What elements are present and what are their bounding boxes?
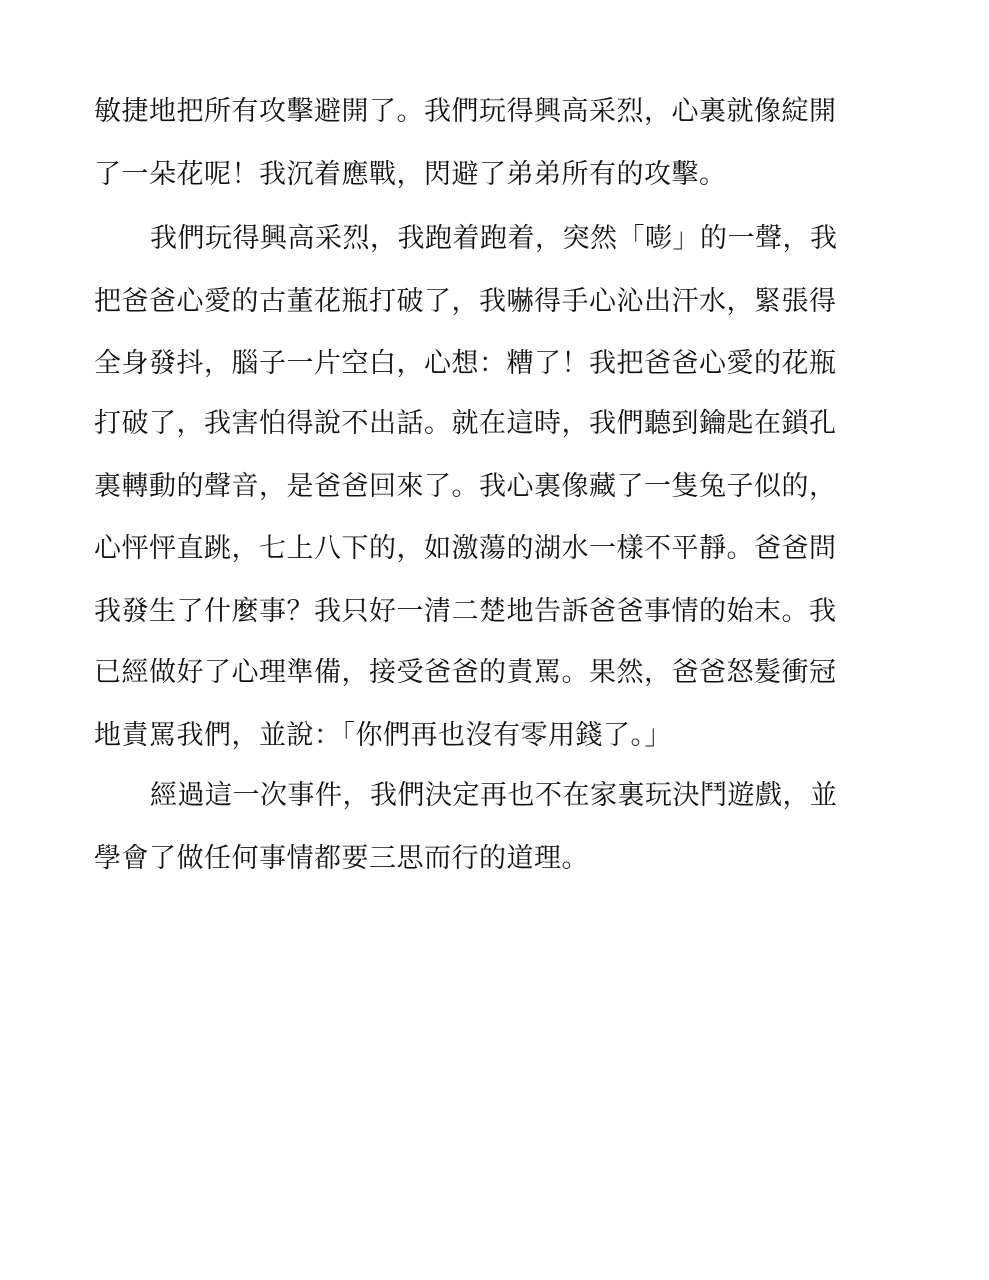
- text-line: 學會了做任何事情都要三思而行的道理。: [94, 843, 589, 874]
- text-line: 敏捷地把所有攻擊避開了。我們玩得興高采烈，心裏就像綻開: [94, 96, 837, 127]
- text-line: 我發生了什麼事？我只好一清二楚地告訴爸爸事情的始末。我: [94, 596, 837, 627]
- text-line: 地責罵我們，並說：「你們再也沒有零用錢了。」: [94, 720, 672, 751]
- text-line: 全身發抖，腦子一片空白，心想：糟了！我把爸爸心愛的花瓶: [94, 348, 837, 379]
- text-line: 打破了，我害怕得說不出話。就在這時，我們聽到鑰匙在鎖孔: [94, 408, 837, 439]
- paragraph-start-line: 經過這一次事件，我們決定再也不在家裏玩決鬥遊戲，並: [150, 780, 838, 811]
- text-line: 裏轉動的聲音，是爸爸回來了。我心裏像藏了一隻兔子似的，: [94, 471, 837, 502]
- text-line: 已經做好了心理準備，接受爸爸的責罵。果然，爸爸怒髮衝冠: [94, 657, 837, 688]
- text-line: 把爸爸心愛的古董花瓶打破了，我嚇得手心沁出汗水，緊張得: [94, 286, 837, 317]
- paragraph-start-line: 我們玩得興高采烈，我跑着跑着，突然「嘭」的一聲，我: [150, 223, 838, 254]
- text-line: 了一朵花呢！我沉着應戰，閃避了弟弟所有的攻擊。: [94, 159, 727, 190]
- text-line: 心怦怦直跳，七上八下的，如激蕩的湖水一樣不平靜。爸爸問: [94, 533, 837, 564]
